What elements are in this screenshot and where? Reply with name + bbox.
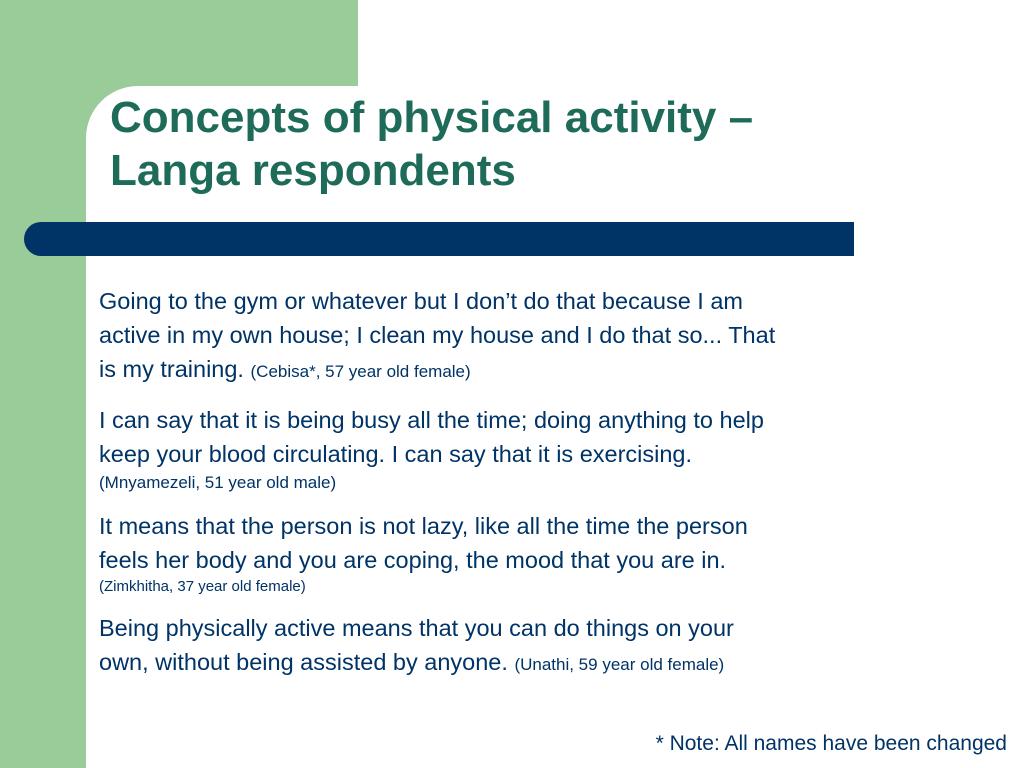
quote-3 bbox=[99, 509, 939, 597]
quotes-list bbox=[99, 284, 939, 696]
quote-attribution: (Zimkhitha, 37 year old female) bbox=[99, 578, 306, 595]
quote-line: Being physically active means that you can do things on your bbox=[99, 615, 734, 641]
names-changed-note: * Note: All names have been changed bbox=[655, 732, 1007, 755]
quote-line: own, without being assisted by anyone. bbox=[99, 649, 508, 675]
quote-attribution: (Cebisa*, 57 year old female) bbox=[250, 362, 471, 381]
quote-2 bbox=[99, 403, 939, 495]
title-line-1: Concepts of physical activity – bbox=[110, 93, 754, 142]
quote-line: It means that the person is not lazy, like all the time the person bbox=[99, 513, 748, 539]
quote-attribution: (Mnyamezeli, 51 year old male) bbox=[99, 473, 337, 492]
title-line-2: Langa respondents bbox=[110, 145, 516, 195]
quote-line: active in my own house; I clean my house and I do that so... That bbox=[99, 322, 776, 348]
quote-line: Going to the gym or whatever but I don’t do that because I am bbox=[99, 288, 744, 314]
quote-line: keep your blood circulating. I can say that it is exercising. bbox=[99, 441, 693, 467]
quote-line: I can say that it is being busy all the time; doing anything to help bbox=[99, 407, 764, 433]
title-underline-bar bbox=[24, 222, 854, 256]
quote-attribution: (Unathi, 59 year old female) bbox=[514, 655, 725, 674]
quote-4 bbox=[99, 611, 939, 682]
quote-line: feels her body and you are coping, the mood that you are in. bbox=[99, 547, 727, 573]
quote-line: is my training. bbox=[99, 356, 244, 382]
slide-title bbox=[110, 92, 910, 198]
quote-1 bbox=[99, 284, 939, 389]
